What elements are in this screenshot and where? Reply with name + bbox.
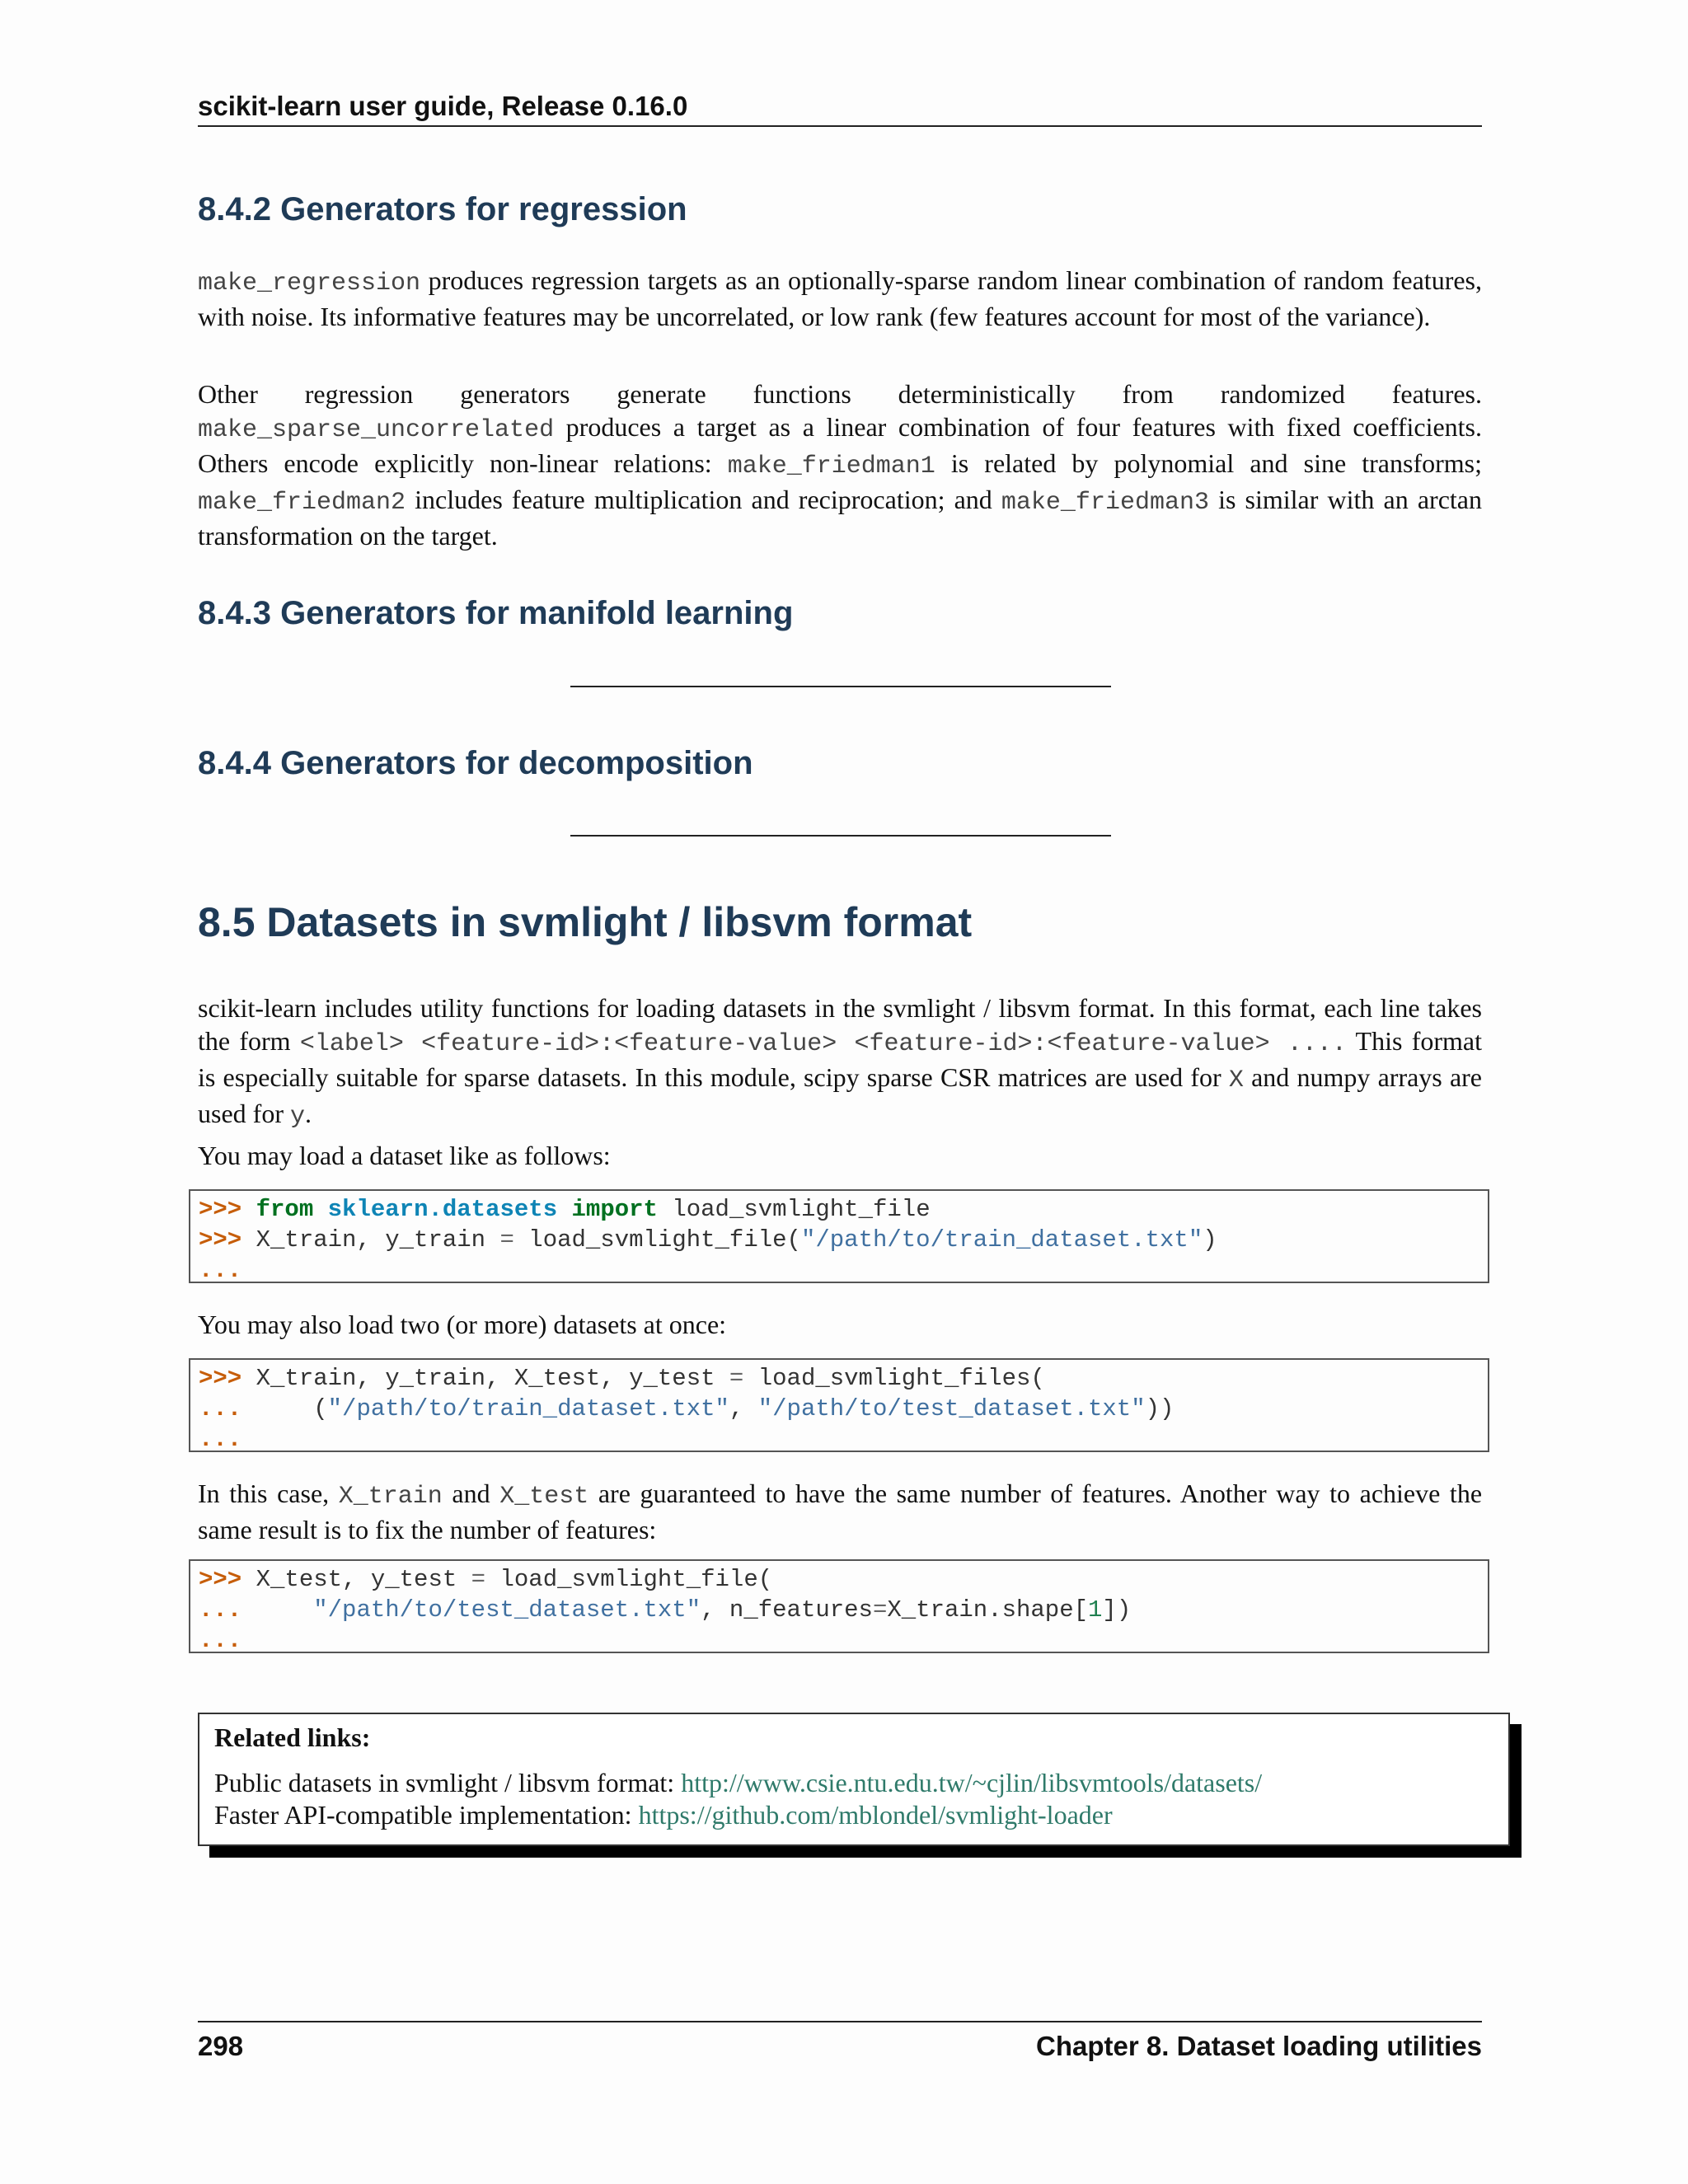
code-token: , n_features	[701, 1596, 873, 1624]
code-token: "/path/to/test_dataset.txt"	[313, 1596, 701, 1624]
code-token: X_train, y_train, X_test, y_test	[256, 1365, 729, 1392]
code-block-load-multiple[interactable]	[189, 1358, 1489, 1452]
inline-code: X	[1228, 1066, 1244, 1094]
paragraph-load-dataset: You may load a dataset like as follows:	[198, 1141, 611, 1170]
code-line	[199, 1595, 1479, 1625]
code-prompt: >>>	[199, 1365, 256, 1392]
code-line	[199, 1564, 1479, 1595]
code-token: ))	[1145, 1395, 1175, 1422]
code-prompt: >>>	[199, 1226, 256, 1254]
code-line	[199, 1394, 1479, 1424]
code-prompt: >>>	[199, 1196, 256, 1223]
code-line	[199, 1625, 1479, 1656]
related-link-label: Public datasets in svmlight / libsvm format:	[214, 1768, 682, 1797]
related-link-row-loader	[214, 1800, 1113, 1830]
chapter-title: Chapter 8. Dataset loading utilities	[1036, 2031, 1482, 2061]
text-run: produces a target as a linear combination of four features with fixed coefficients. Others encode explicitly non-linear relations:	[198, 412, 1482, 478]
paragraph-regression-generators	[198, 377, 1482, 552]
inline-code: make_sparse_uncorrelated	[198, 416, 555, 444]
code-token: import	[571, 1196, 658, 1223]
code-token: sklearn.datasets	[327, 1196, 558, 1223]
inline-code: make_friedman2	[198, 489, 406, 517]
text-run: Other regression generators generate functions deterministically from randomized features.	[198, 379, 1482, 409]
code-token: "/path/to/train_dataset.txt"	[327, 1395, 729, 1422]
heading-8-4-2: 8.4.2 Generators for regression	[198, 191, 687, 227]
code-token: load_svmlight_file(	[485, 1566, 773, 1593]
text-run: and numpy arrays are used for	[198, 1062, 1483, 1128]
text-run: scikit-learn includes utility functions for loading datasets in the svmlight / libsvm format. In this format, each line takes the form	[198, 993, 1482, 1056]
page-footer	[198, 2021, 1482, 2062]
code-token: "/path/to/test_dataset.txt"	[757, 1395, 1146, 1422]
code-token: =	[499, 1226, 514, 1254]
code-prompt: ...	[199, 1257, 242, 1284]
code-line	[199, 1194, 1479, 1225]
code-block-load-single[interactable]	[189, 1189, 1489, 1283]
related-links-box	[198, 1713, 1510, 1846]
code-token: X_train, y_train	[256, 1226, 500, 1254]
heading-8-5: 8.5 Datasets in svmlight / libsvm format	[198, 899, 973, 945]
text-run: .	[304, 1099, 312, 1128]
inline-code: y	[289, 1103, 305, 1131]
running-header: scikit-learn user guide, Release 0.16.0	[198, 91, 1482, 127]
paragraph-regression-intro	[198, 264, 1482, 333]
libsvm-datasets-link[interactable]: http://www.csie.ntu.edu.tw/~cjlin/libsvmtools/datasets/	[681, 1768, 1263, 1797]
heading-8-4-3: 8.4.3 Generators for manifold learning	[198, 595, 794, 631]
related-links-title: Related links:	[214, 1722, 371, 1752]
code-token: (	[313, 1395, 328, 1422]
code-line	[199, 1363, 1479, 1394]
code-token: )	[1203, 1226, 1217, 1254]
code-prompt: >>>	[199, 1566, 256, 1593]
text-run: includes feature multiplication and reciprocation; and	[406, 485, 1001, 514]
code-prompt: ...	[199, 1596, 314, 1624]
code-token: ,	[729, 1395, 758, 1422]
paragraph-load-multiple: You may also load two (or more) datasets at once:	[198, 1310, 727, 1339]
code-line	[199, 1255, 1479, 1286]
code-token	[313, 1196, 327, 1223]
section-divider	[570, 835, 1111, 837]
related-link-row-datasets	[214, 1768, 1262, 1798]
paragraph-same-features	[198, 1477, 1482, 1546]
code-token: load_svmlight_file	[657, 1196, 931, 1223]
code-token: load_svmlight_file(	[513, 1226, 801, 1254]
paragraph-svmlight-intro	[198, 991, 1482, 1133]
code-token: =	[471, 1566, 486, 1593]
code-token: =	[872, 1596, 888, 1624]
section-divider	[570, 686, 1111, 687]
code-prompt: ...	[199, 1627, 242, 1654]
code-token	[557, 1196, 571, 1223]
code-token: 1	[1088, 1596, 1103, 1624]
svmlight-loader-link[interactable]: https://github.com/mblondel/svmlight-loader	[638, 1800, 1113, 1830]
inline-code: X_train	[338, 1483, 443, 1511]
code-token: =	[729, 1365, 744, 1392]
page-number: 298	[198, 2031, 244, 2061]
inline-code: make_friedman1	[727, 452, 935, 480]
code-token: from	[256, 1196, 314, 1223]
text-run: and	[442, 1479, 500, 1508]
related-link-label: Faster API-compatible implementation:	[214, 1800, 639, 1830]
code-token: load_svmlight_files(	[743, 1365, 1045, 1392]
inline-code: X_test	[499, 1483, 589, 1511]
heading-8-4-4: 8.4.4 Generators for decomposition	[198, 745, 753, 781]
code-prompt: ...	[199, 1426, 242, 1453]
text-run: In this case,	[198, 1479, 339, 1508]
inline-code: make_friedman3	[1001, 489, 1209, 517]
inline-code: make_regression	[198, 269, 421, 298]
code-line	[199, 1424, 1479, 1455]
code-token: X_test, y_test	[256, 1566, 471, 1593]
code-token: X_train.shape[	[887, 1596, 1089, 1624]
text-run: are guaranteed to have the same number of features. Another way to achieve the same result is to fix the number of features:	[198, 1479, 1483, 1544]
text-run: This format is especially suitable for sparse datasets. In this module, scipy sparse CSR matrices are used for	[198, 1026, 1483, 1092]
code-token: ])	[1102, 1596, 1132, 1624]
text-run: is similar with an arctan transformation on the target.	[198, 485, 1483, 551]
text-run: produces regression targets as an optionally-sparse random linear combination of random features, with noise. Its informative features may be uncorrelated, or low rank (few features account for most of the variance).	[198, 265, 1482, 331]
inline-code: <label> <feature-id>:<feature-value> <feature-id>:<feature-value> ....	[299, 1030, 1347, 1058]
text-run: is related by polynomial and sine transforms;	[935, 448, 1482, 478]
code-line	[199, 1225, 1479, 1255]
code-prompt: ...	[199, 1395, 314, 1422]
code-block-fix-features[interactable]	[189, 1559, 1489, 1653]
code-token: "/path/to/train_dataset.txt"	[800, 1226, 1203, 1254]
